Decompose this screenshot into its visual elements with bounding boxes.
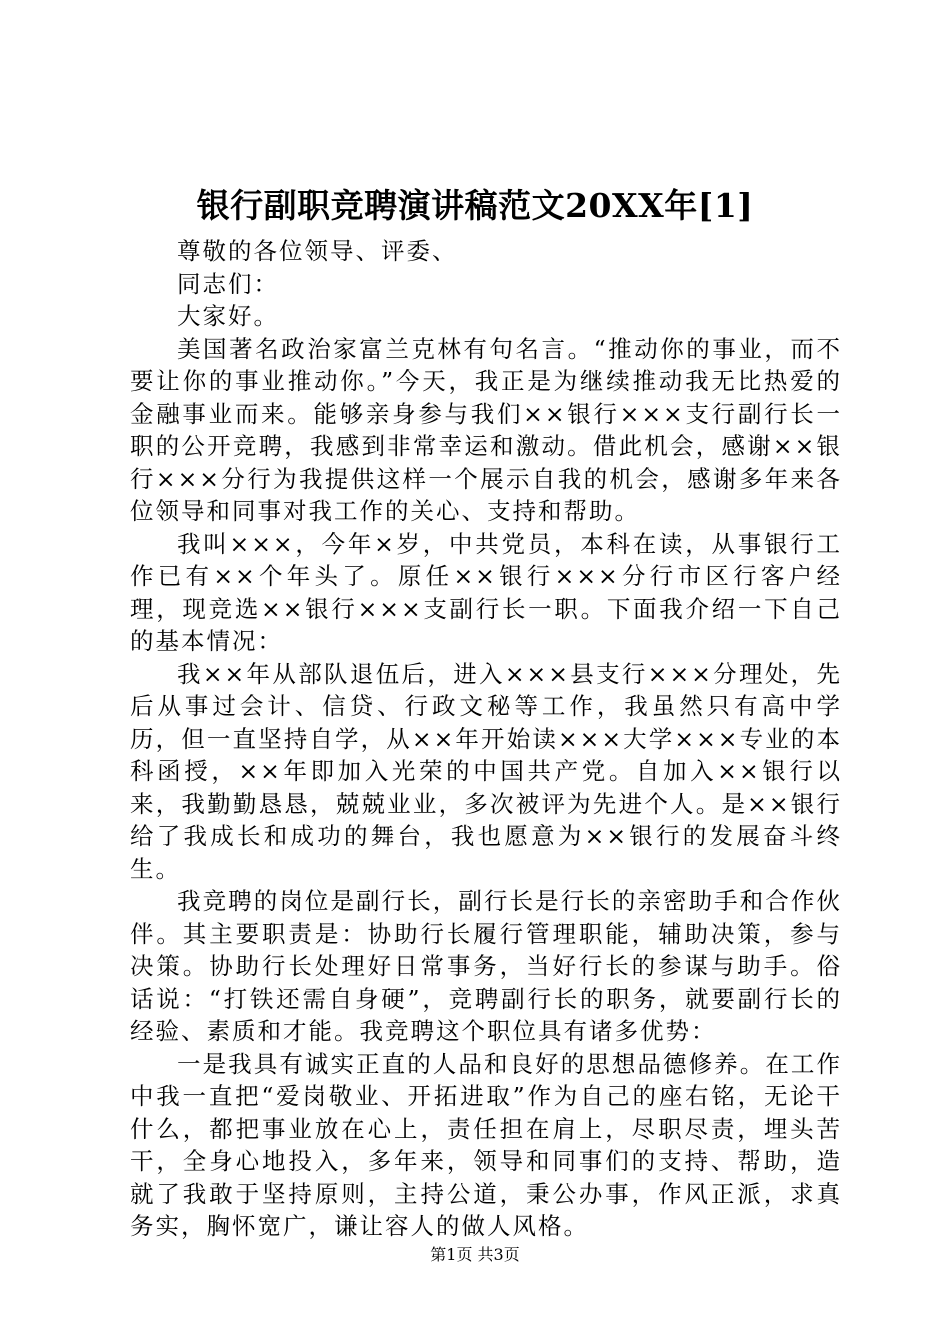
paragraph: 我竞聘的岗位是副行长，副行长是行长的亲密助手和合作伙伴。其主要职责是：协助行长履行管理职能，辅助决策，参与决策。协助行长处理好日常事务，当好行长的参谋与助手。俗话说：“打铁还需自身硬”，竞聘副行长的职务，就要副行长的经验、素质和才能。我竞聘这个职位具有诸多优势：	[130, 887, 842, 1045]
paragraph-salutation-1: 尊敬的各位领导、评委、	[177, 237, 458, 265]
page-number-footer: 第1页 共3页	[430, 1245, 520, 1264]
document-body	[130, 235, 842, 1243]
paragraph-greeting: 大家好。	[177, 302, 279, 330]
paragraph: 我××年从部队退伍后，进入×××县支行×××分理处，先后从事过会计、信贷、行政文秘等工作，我虽然只有高中学历，但一直坚持自学，从××年开始读×××大学×××专业的本科函授，××年即加入光荣的中国共产党。自加入××银行以来，我勤勤恳恳，兢兢业业，多次被评为先进个人。是××银行给了我成长和成功的舞台，我也愿意为××银行的发展奋斗终生。	[130, 659, 842, 883]
paragraph: 我叫×××，今年×岁，中共党员，本科在读，从事银行工作已有××个年头了。原任××银行×××分行市区行客户经理，现竞选××银行×××支副行长一职。下面我介绍一下自己的基本情况：	[130, 529, 842, 655]
paragraph: 美国著名政治家富兰克林有句名言。“推动你的事业，而不要让你的事业推动你。”今天，我正是为继续推动我无比热爱的金融事业而来。能够亲身参与我们××银行×××支行副行长一职的公开竞聘，我感到非常幸运和激动。借此机会，感谢××银行×××分行为我提供这样一个展示自我的机会，感谢多年来各位领导和同事对我工作的关心、支持和帮助。	[130, 334, 842, 525]
paragraph-salutation-2: 同志们：	[177, 269, 279, 298]
paragraph: 一是我具有诚实正直的人品和良好的思想品德修养。在工作中我一直把“爱岗敬业、开拓进取”作为自己的座右铭，无论干什么，都把事业放在心上，责任担在肩上，尽职尽责，埋头苦干，全身心地投入，多年来，领导和同事们的支持、帮助，造就了我敢于坚持原则，主持公道，秉公办事，作风正派，求真务实，胸怀宽广，谦让容人的做人风格。	[130, 1049, 842, 1240]
document-title: 银行副职竞聘演讲稿范文20XX年[1]	[196, 186, 754, 225]
